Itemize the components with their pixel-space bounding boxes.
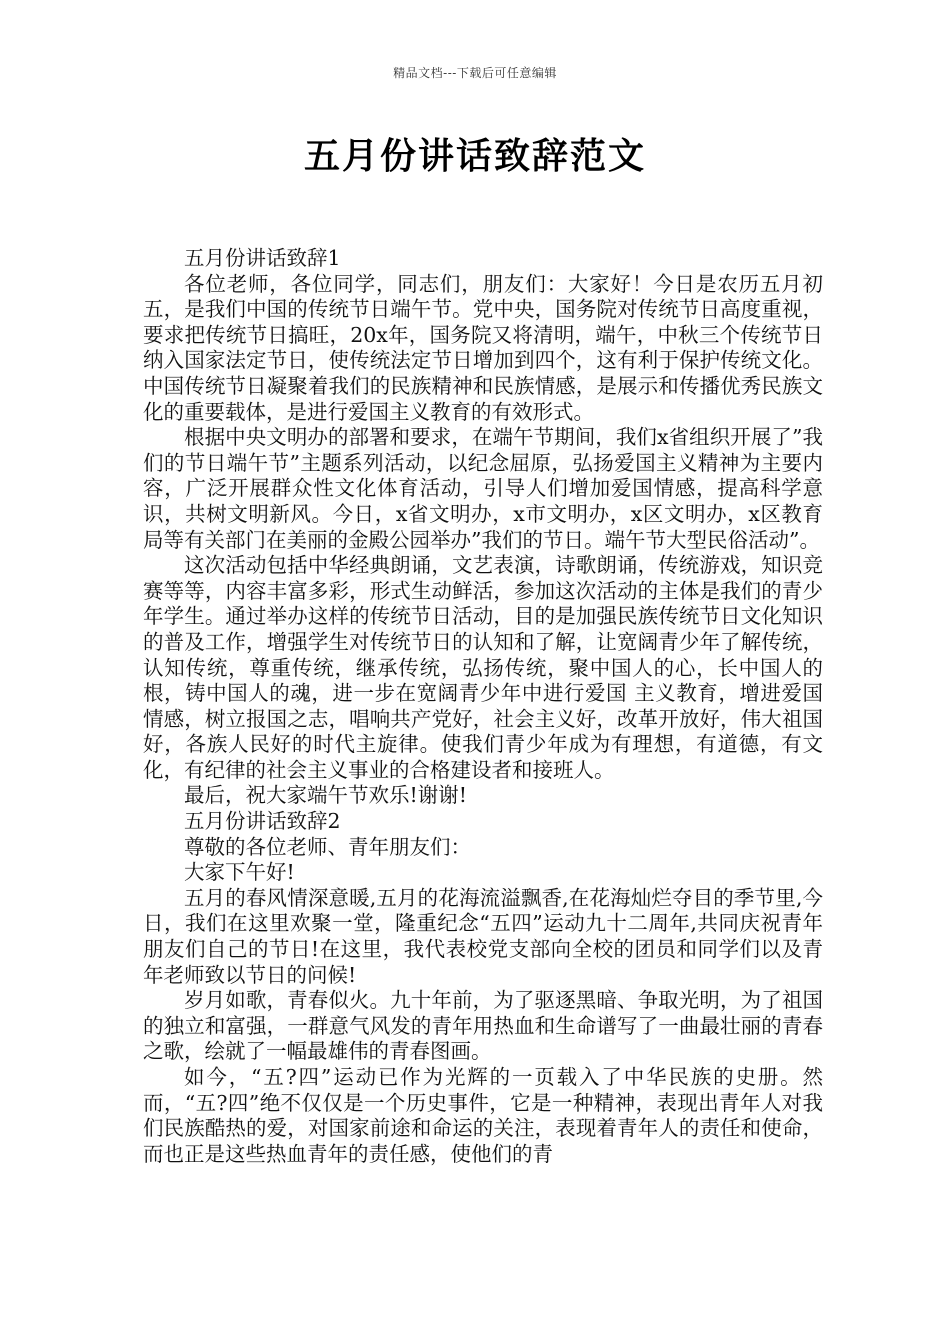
- section-heading-1: 五月份讲话致辞1: [184, 246, 341, 270]
- paragraph: 最后，祝大家端午节欢乐!谢谢!: [184, 783, 467, 808]
- greeting: 大家下午好!: [184, 860, 295, 885]
- paragraph: 这次活动包括中华经典朗诵，文艺表演，诗歌朗诵，传统游戏，知识竞赛等等，内容丰富多彩，形式生动鲜活，参加这次活动的主体是我们的青少年学生。通过举办这样的传统节日活动，目的是加强民族传统节日文化知识的普及工作，增强学生对传统节日的认知和了解，让宽阔青少年了解传统，认知传统，尊重传统，继承传统，弘扬传统，聚中国人的心，长中国人的根，铸中国人的魂，进一步在宽阔青少年中进行爱国 主义教育，增进爱国情感，树立报国之志，唱响共产党好，社会主义好，改革开放好，伟大祖国好，各族人民好的时代主旋律。使我们青少年成为有理想，有道德，有文化，有纪律的社会主义事业的合格建设者和接班人。: [143, 553, 823, 782]
- paragraph: 如今，“五?四”运动已作为光辉的一页载入了中华民族的史册。然而，“五?四”绝不仅仅是一个历史事件，它是一种精神，表现出青年人对我们民族酷热的爱，对国家前途和命运的关注，表现着青年人的责任和使命，而也正是这些热血青年的责任感，使他们的青: [143, 1065, 823, 1166]
- paragraph: 根据中央文明办的部署和要求，在端午节期间，我们x省组织开展了”我们的节日端午节”主题系列活动，以纪念屈原，弘扬爱国主义精神为主要内容，广泛开展群众性文化体育活动，引导人们增加爱国情感，提高科学意识，共树文明新风。今日，x省文明办，x市文明办，x区文明办，x区教育局等有关部门在美丽的金殿公园举办”我们的节日。端午节大型民俗活动”。: [143, 425, 823, 552]
- section-heading-2: 五月份讲话致辞2: [184, 809, 341, 834]
- paragraph: 岁月如歌，青春似火。九十年前，为了驱逐黑暗、争取光明，为了祖国的独立和富强，一群意气风发的青年用热血和生命谱写了一曲最壮丽的青春之歌，绘就了一幅最雄伟的青春图画。: [143, 988, 823, 1064]
- salutation: 尊敬的各位老师、青年朋友们：: [184, 834, 471, 859]
- document-body: [143, 246, 823, 1167]
- document-title: 五月份讲话致辞范文: [303, 136, 646, 177]
- paragraph: 五月的春风情深意暖,五月的花海流溢飘香,在花海灿烂夺目的季节里,今日，我们在这里欢聚一堂，隆重纪念“五四”运动九十二周年,共同庆祝青年朋友们自己的节日!在这里，我代表校党支部向全校的团员和同学们以及青年老师致以节日的问候!: [143, 885, 823, 987]
- header-note: 精品文档---下载后可任意编辑: [393, 66, 557, 80]
- paragraph: 各位老师，各位同学，同志们，朋友们：大家好！今日是农历五月初五，是我们中国的传统节日端午节。党中央，国务院对传统节日高度重视，要求把传统节日搞旺，20x年，国务院又将清明，端午，中秋三个传统节日纳入国家法定节日，使传统法定节日增加到四个，这有利于保护传统文化。中国传统节日凝聚着我们的民族精神和民族情感，是展示和传播优秀民族文化的重要载体，是进行爱国主义教育的有效形式。: [143, 271, 823, 424]
